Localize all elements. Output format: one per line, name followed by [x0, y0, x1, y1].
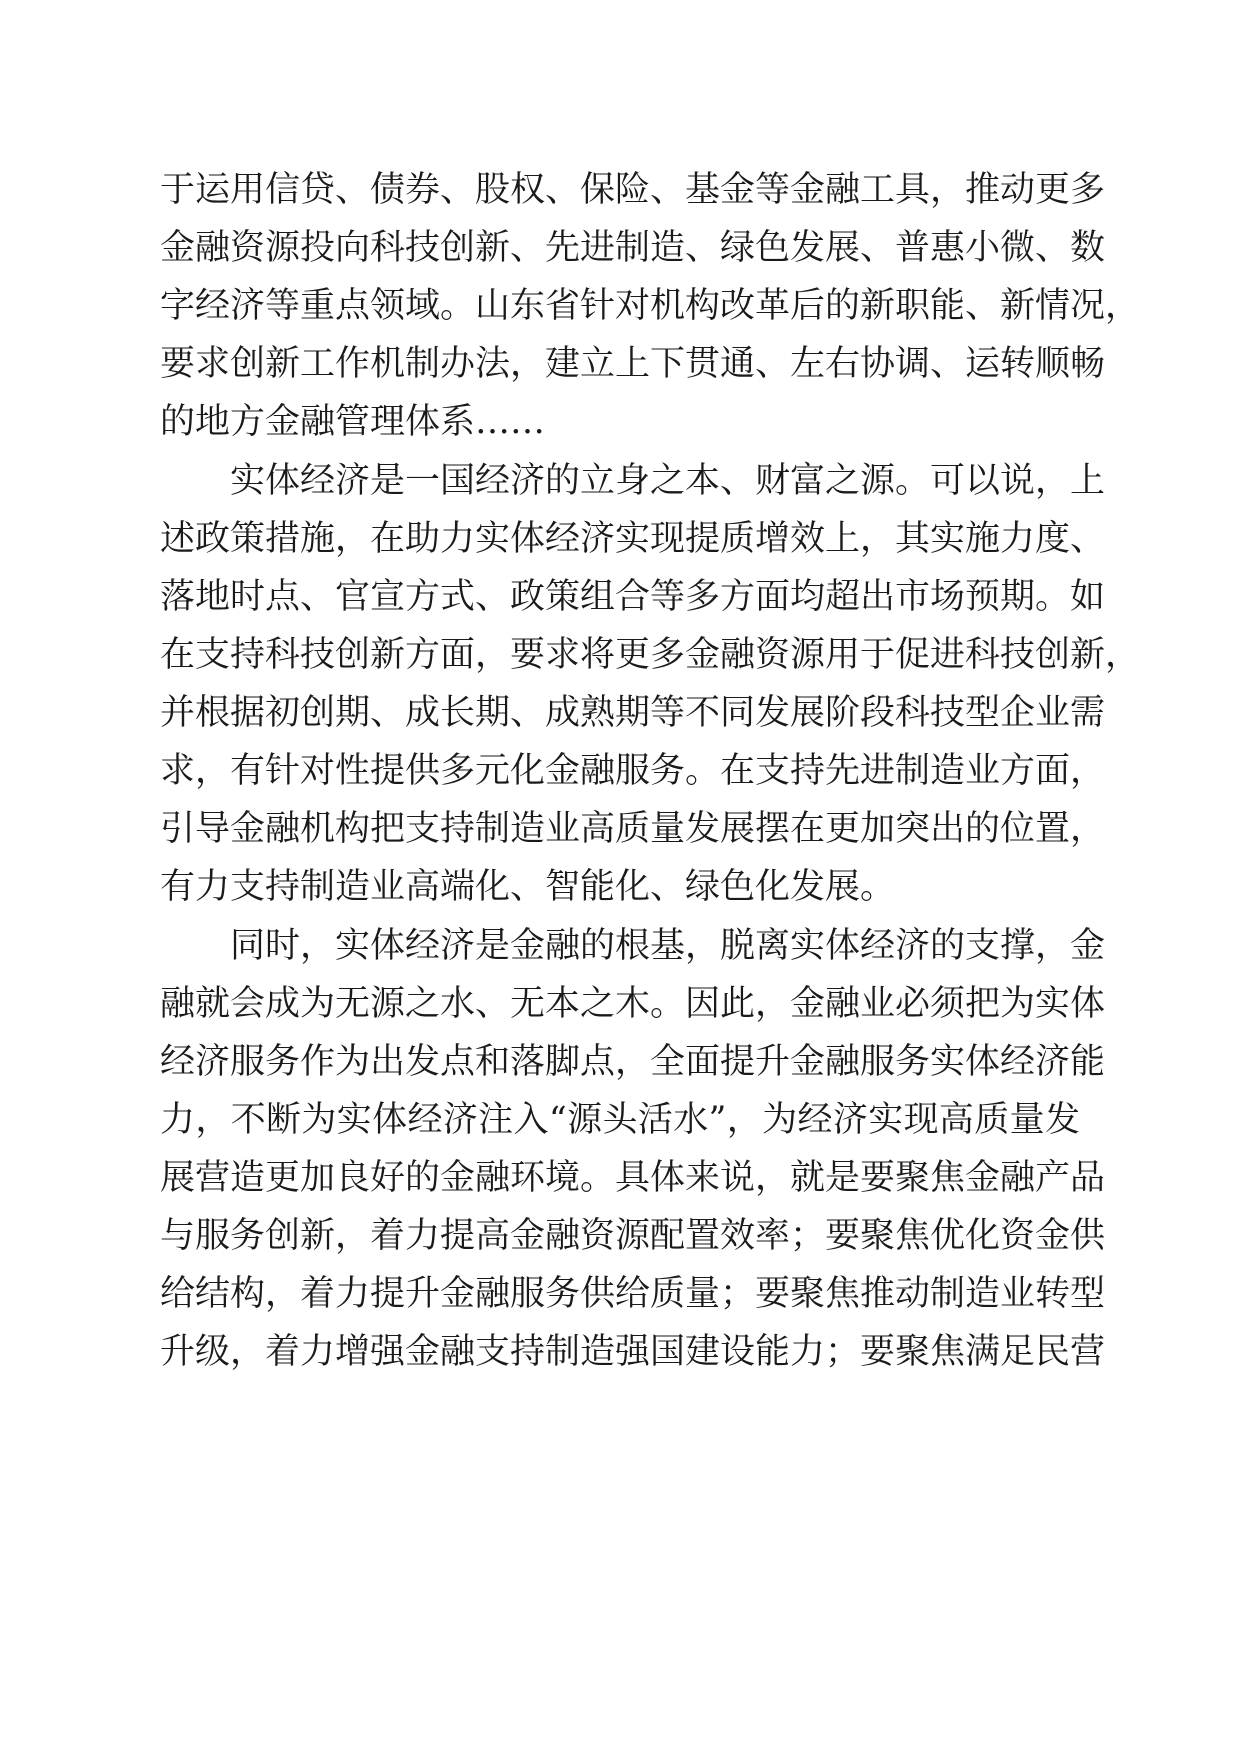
text-line: 落地时点、官宣方式、政策组合等多方面均超出市场预期。如 [160, 577, 1106, 617]
text-line: 于运用信贷、债券、股权、保险、基金等金融工具，推动更多 [160, 170, 1106, 210]
text-line: 融就会成为无源之水、无本之木。因此，金融业必须把为实体 [160, 984, 1106, 1024]
text-line: 有力支持制造业高端化、智能化、绿色化发展。 [160, 867, 896, 907]
text-line: 与服务创新，着力提高金融资源配置效率；要聚焦优化资金供 [160, 1216, 1106, 1256]
text-line: 升级，着力增强金融支持制造强国建设能力；要聚焦满足民营 [160, 1332, 1106, 1372]
text-line: 要求创新工作机制办法，建立上下贯通、左右协调、运转顺畅 [160, 344, 1106, 384]
paragraph-first-line: 实体经济是一国经济的立身之本、财富之源。可以说，上 [230, 461, 1106, 501]
text-line: 的地方金融管理体系…… [160, 402, 546, 442]
text-line: 给结构，着力提升金融服务供给质量；要聚焦推动制造业转型 [160, 1274, 1106, 1314]
text-line: 求，有针对性提供多元化金融服务。在支持先进制造业方面， [160, 751, 1106, 791]
paragraph-first-line: 同时，实体经济是金融的根基，脱离实体经济的支撑，金 [230, 926, 1106, 966]
text-line: 经济服务作为出发点和落脚点，全面提升金融服务实体经济能 [160, 1042, 1106, 1082]
text-line: 字经济等重点领域。山东省针对机构改革后的新职能、新情况， [160, 286, 1141, 326]
text-line: 引导金融机构把支持制造业高质量发展摆在更加突出的位置， [160, 809, 1106, 849]
text-line: 金融资源投向科技创新、先进制造、绿色发展、普惠小微、数 [160, 228, 1106, 268]
text-line: 述政策措施，在助力实体经济实现提质增效上，其实施力度、 [160, 519, 1106, 559]
text-line: 在支持科技创新方面，要求将更多金融资源用于促进科技创新， [160, 635, 1141, 675]
text-line: 展营造更加良好的金融环境。具体来说，就是要聚焦金融产品 [160, 1158, 1106, 1198]
text-line: 力，不断为实体经济注入“源头活水”，为经济实现高质量发 [160, 1100, 1080, 1140]
text-line: 并根据初创期、成长期、成熟期等不同发展阶段科技型企业需 [160, 693, 1106, 733]
